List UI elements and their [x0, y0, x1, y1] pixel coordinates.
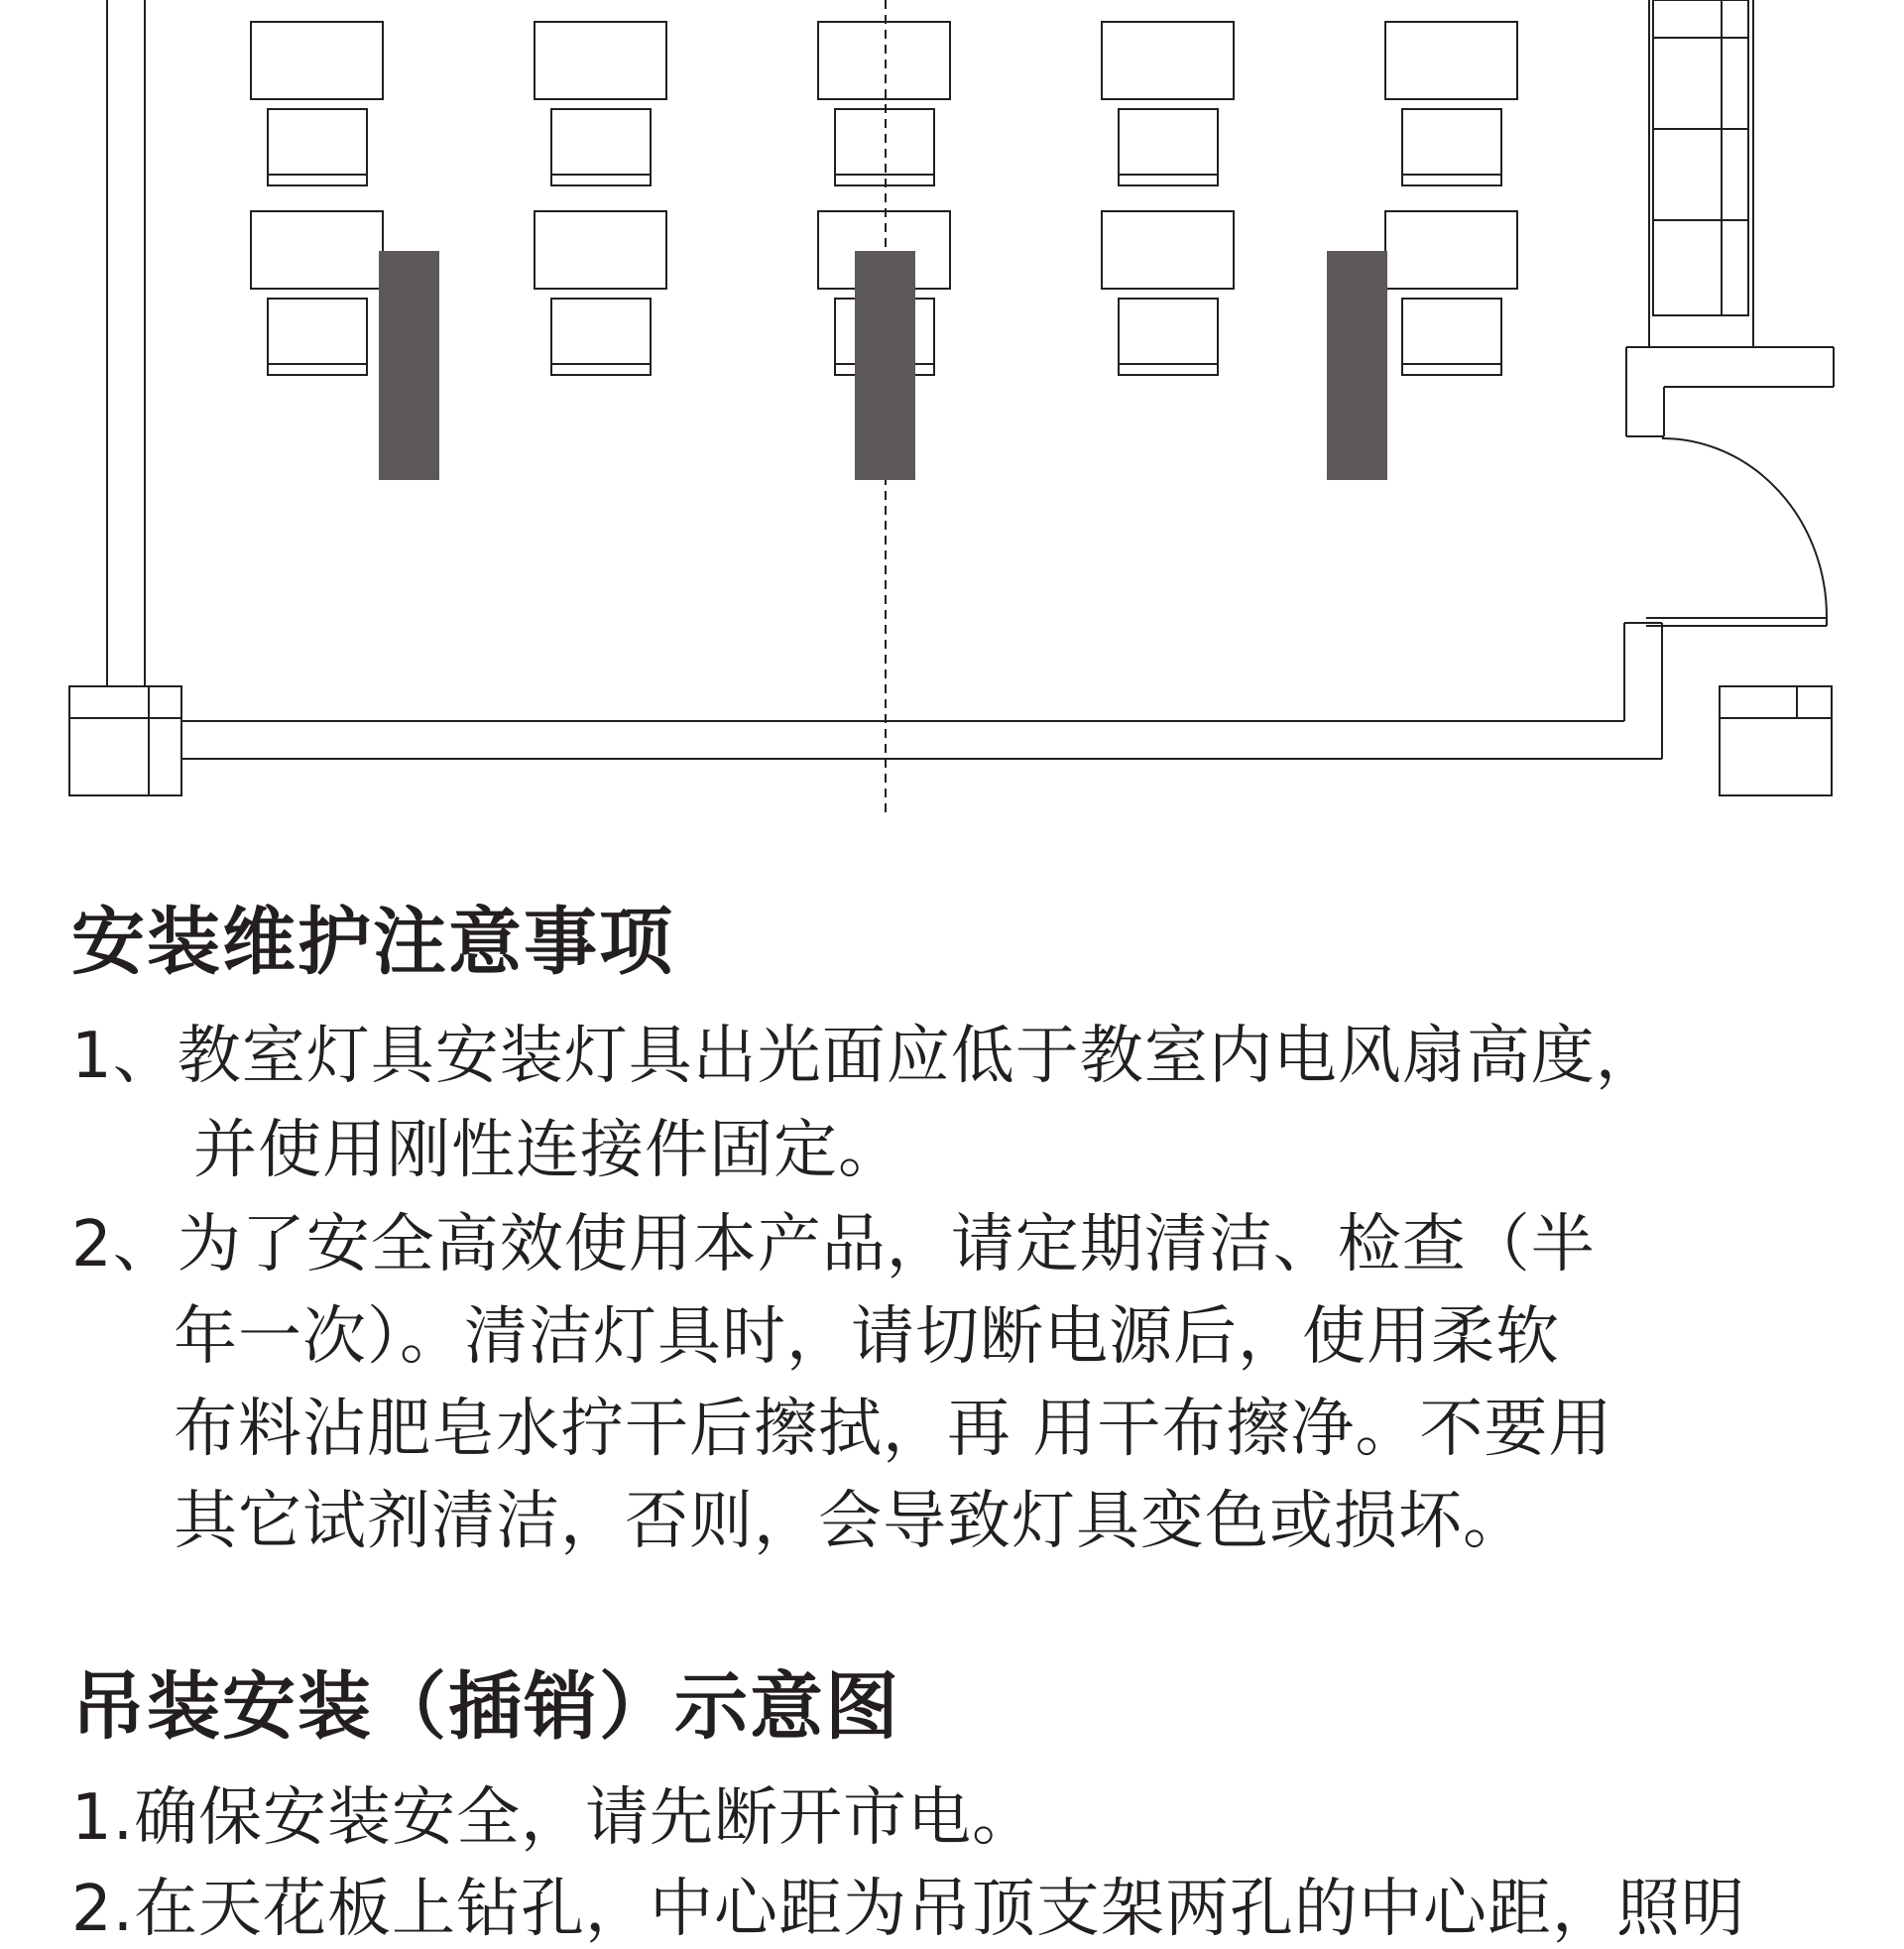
desk — [1102, 22, 1234, 99]
desk-set — [535, 22, 666, 185]
desk — [1102, 211, 1234, 289]
note-1-line-2: 并使用刚性连接件固定。 — [193, 1114, 902, 1187]
desk-set — [1102, 211, 1234, 375]
light-fixtures — [379, 251, 1387, 480]
desk — [1385, 211, 1517, 289]
wall-cabinet — [1653, 0, 1748, 315]
right-wall — [1624, 0, 1834, 759]
right-column — [1720, 686, 1832, 795]
note-2-line-3: 布料沾肥皂水拧干后擦拭，再 用干布擦净。不要用 — [174, 1393, 1613, 1466]
door — [1646, 438, 1827, 626]
bottom-wall — [181, 721, 1662, 759]
classroom-floor-plan — [0, 0, 1904, 823]
left-column — [69, 686, 181, 795]
desk — [535, 22, 666, 99]
desk-set — [251, 211, 383, 375]
desk — [535, 211, 666, 289]
hanging-install-title: 吊装安装（插销）示意图 — [71, 1664, 900, 1750]
step-1-line: 1.确保安装安全，请先断开市电。 — [71, 1781, 1037, 1855]
desk-set — [1385, 211, 1517, 375]
left-wall — [107, 0, 145, 686]
note-2-line-2: 年一次）。清洁灯具时，请切断电源后，使用柔软 — [174, 1300, 1560, 1374]
light-fixture — [1327, 251, 1387, 480]
light-fixture — [379, 251, 439, 480]
note-1-line-1: 1、教室灯具安装灯具出光面应低于教室内电风扇高度， — [71, 1020, 1660, 1093]
desk-set — [251, 22, 383, 185]
desk — [1385, 22, 1517, 99]
desk — [251, 211, 383, 289]
note-2-line-4: 其它试剂清洁，否则，会导致灯具变色或损坏。 — [174, 1485, 1527, 1558]
desk-set — [1102, 22, 1234, 185]
desk — [818, 22, 950, 99]
desk-set — [1385, 22, 1517, 185]
desk — [251, 22, 383, 99]
desk-set — [535, 211, 666, 375]
maintenance-notes-title: 安装维护注意事项 — [71, 900, 674, 985]
desk-set — [818, 22, 950, 185]
light-fixture — [855, 251, 915, 480]
note-2-line-1: 2、为了安全高效使用本产品，请定期清洁、检查（半 — [71, 1208, 1596, 1281]
step-2-line: 2.在天花板上钻孔，中心距为吊顶支架两孔的中心距，照明 — [71, 1873, 1746, 1946]
